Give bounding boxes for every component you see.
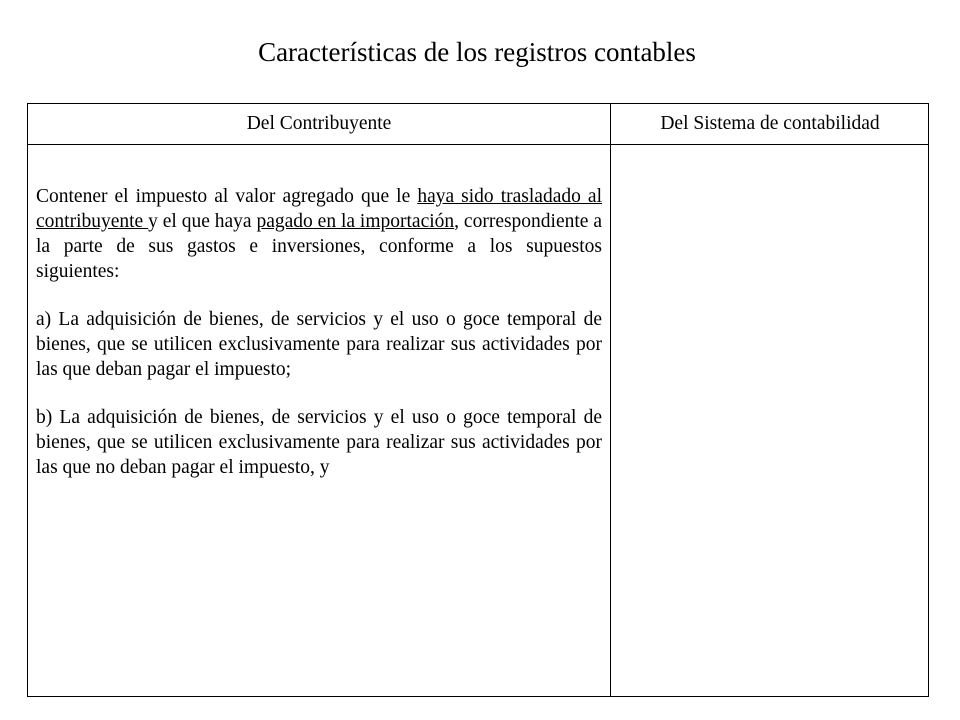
underlined-text-trasladado: haya sido trasladado al contribuyente	[36, 186, 602, 232]
contribuyente-cell	[36, 184, 602, 480]
paragraph-item-a: a) La adquisición de bienes, de servicios y el uso o goce temporal de bienes, que se utilicen exclusivamente para realizar sus actividades por las que deban pagar el impuesto;	[36, 309, 602, 380]
paragraph-item-b: b) La adquisición de bienes, de servicios y el uso o goce temporal de bienes, que se utilicen exclusivamente para realizar sus actividades por las que no deban pagar el impuesto, y	[36, 407, 602, 478]
intro-text-2: y el que haya	[148, 211, 257, 232]
page-title: Características de los registros contables	[258, 37, 696, 67]
header-sistema-contabilidad: Del Sistema de contabilidad	[660, 113, 880, 134]
paragraph-intro	[36, 184, 602, 284]
table-header-row	[28, 104, 928, 145]
header-contribuyente: Del Contribuyente	[246, 113, 392, 134]
sistema-contabilidad-cell	[611, 146, 929, 696]
underlined-text-importacion: pagado en la importación	[256, 211, 455, 232]
intro-text-1: Contener el impuesto al valor agregado que le	[36, 186, 418, 207]
records-table	[27, 103, 929, 697]
intro-text-3: , correspondiente a la parte de sus gastos e inversiones, conforme a los supuestos siguientes:	[36, 211, 602, 282]
